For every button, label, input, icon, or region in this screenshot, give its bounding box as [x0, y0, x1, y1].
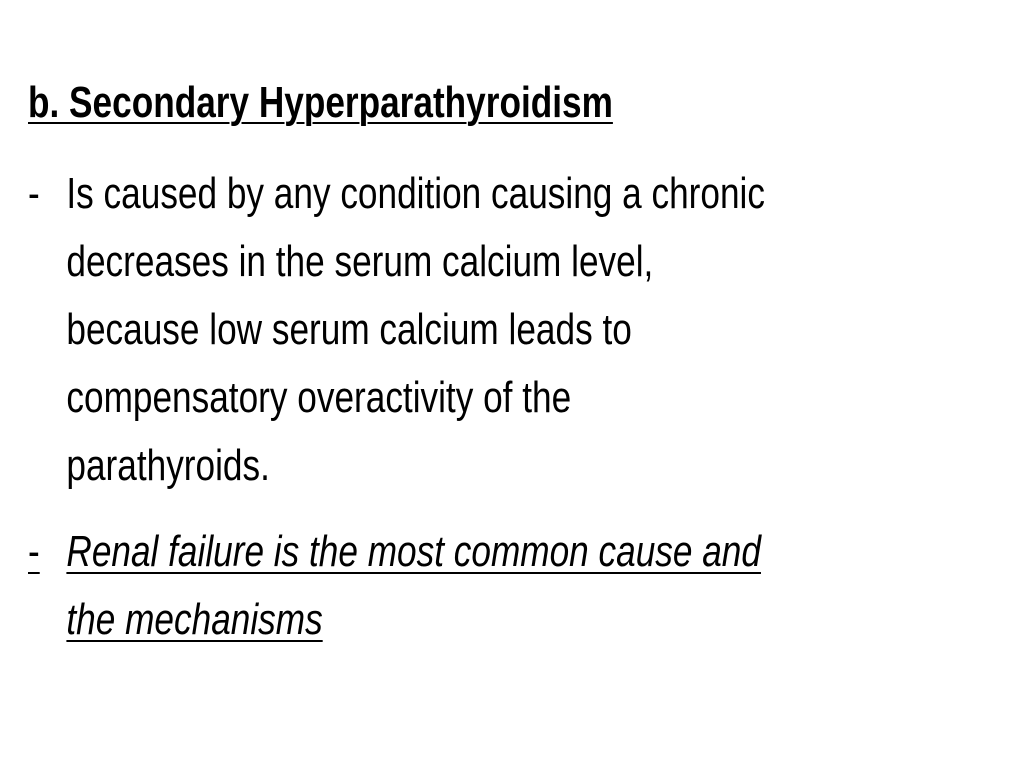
bullet-marker: - [28, 169, 40, 218]
bullet-line: compensatory overactivity of the [66, 373, 572, 422]
bullet-line: the mechanisms [66, 595, 323, 644]
bullet-item-2 [28, 518, 1008, 654]
bullet-line: because low serum calcium leads to [66, 305, 632, 354]
slide-heading: b. Secondary Hyperparathyroidism [28, 78, 613, 127]
bullet-line: Renal failure is the most common cause and [66, 527, 761, 576]
bullet-line: Is caused by any condition causing a chronic [66, 169, 765, 218]
bullet-item-1 [28, 160, 1008, 500]
bullet-line: parathyroids. [66, 441, 270, 490]
bullet-marker: - [28, 527, 40, 576]
bullet-line: decreases in the serum calcium level, [66, 237, 654, 286]
